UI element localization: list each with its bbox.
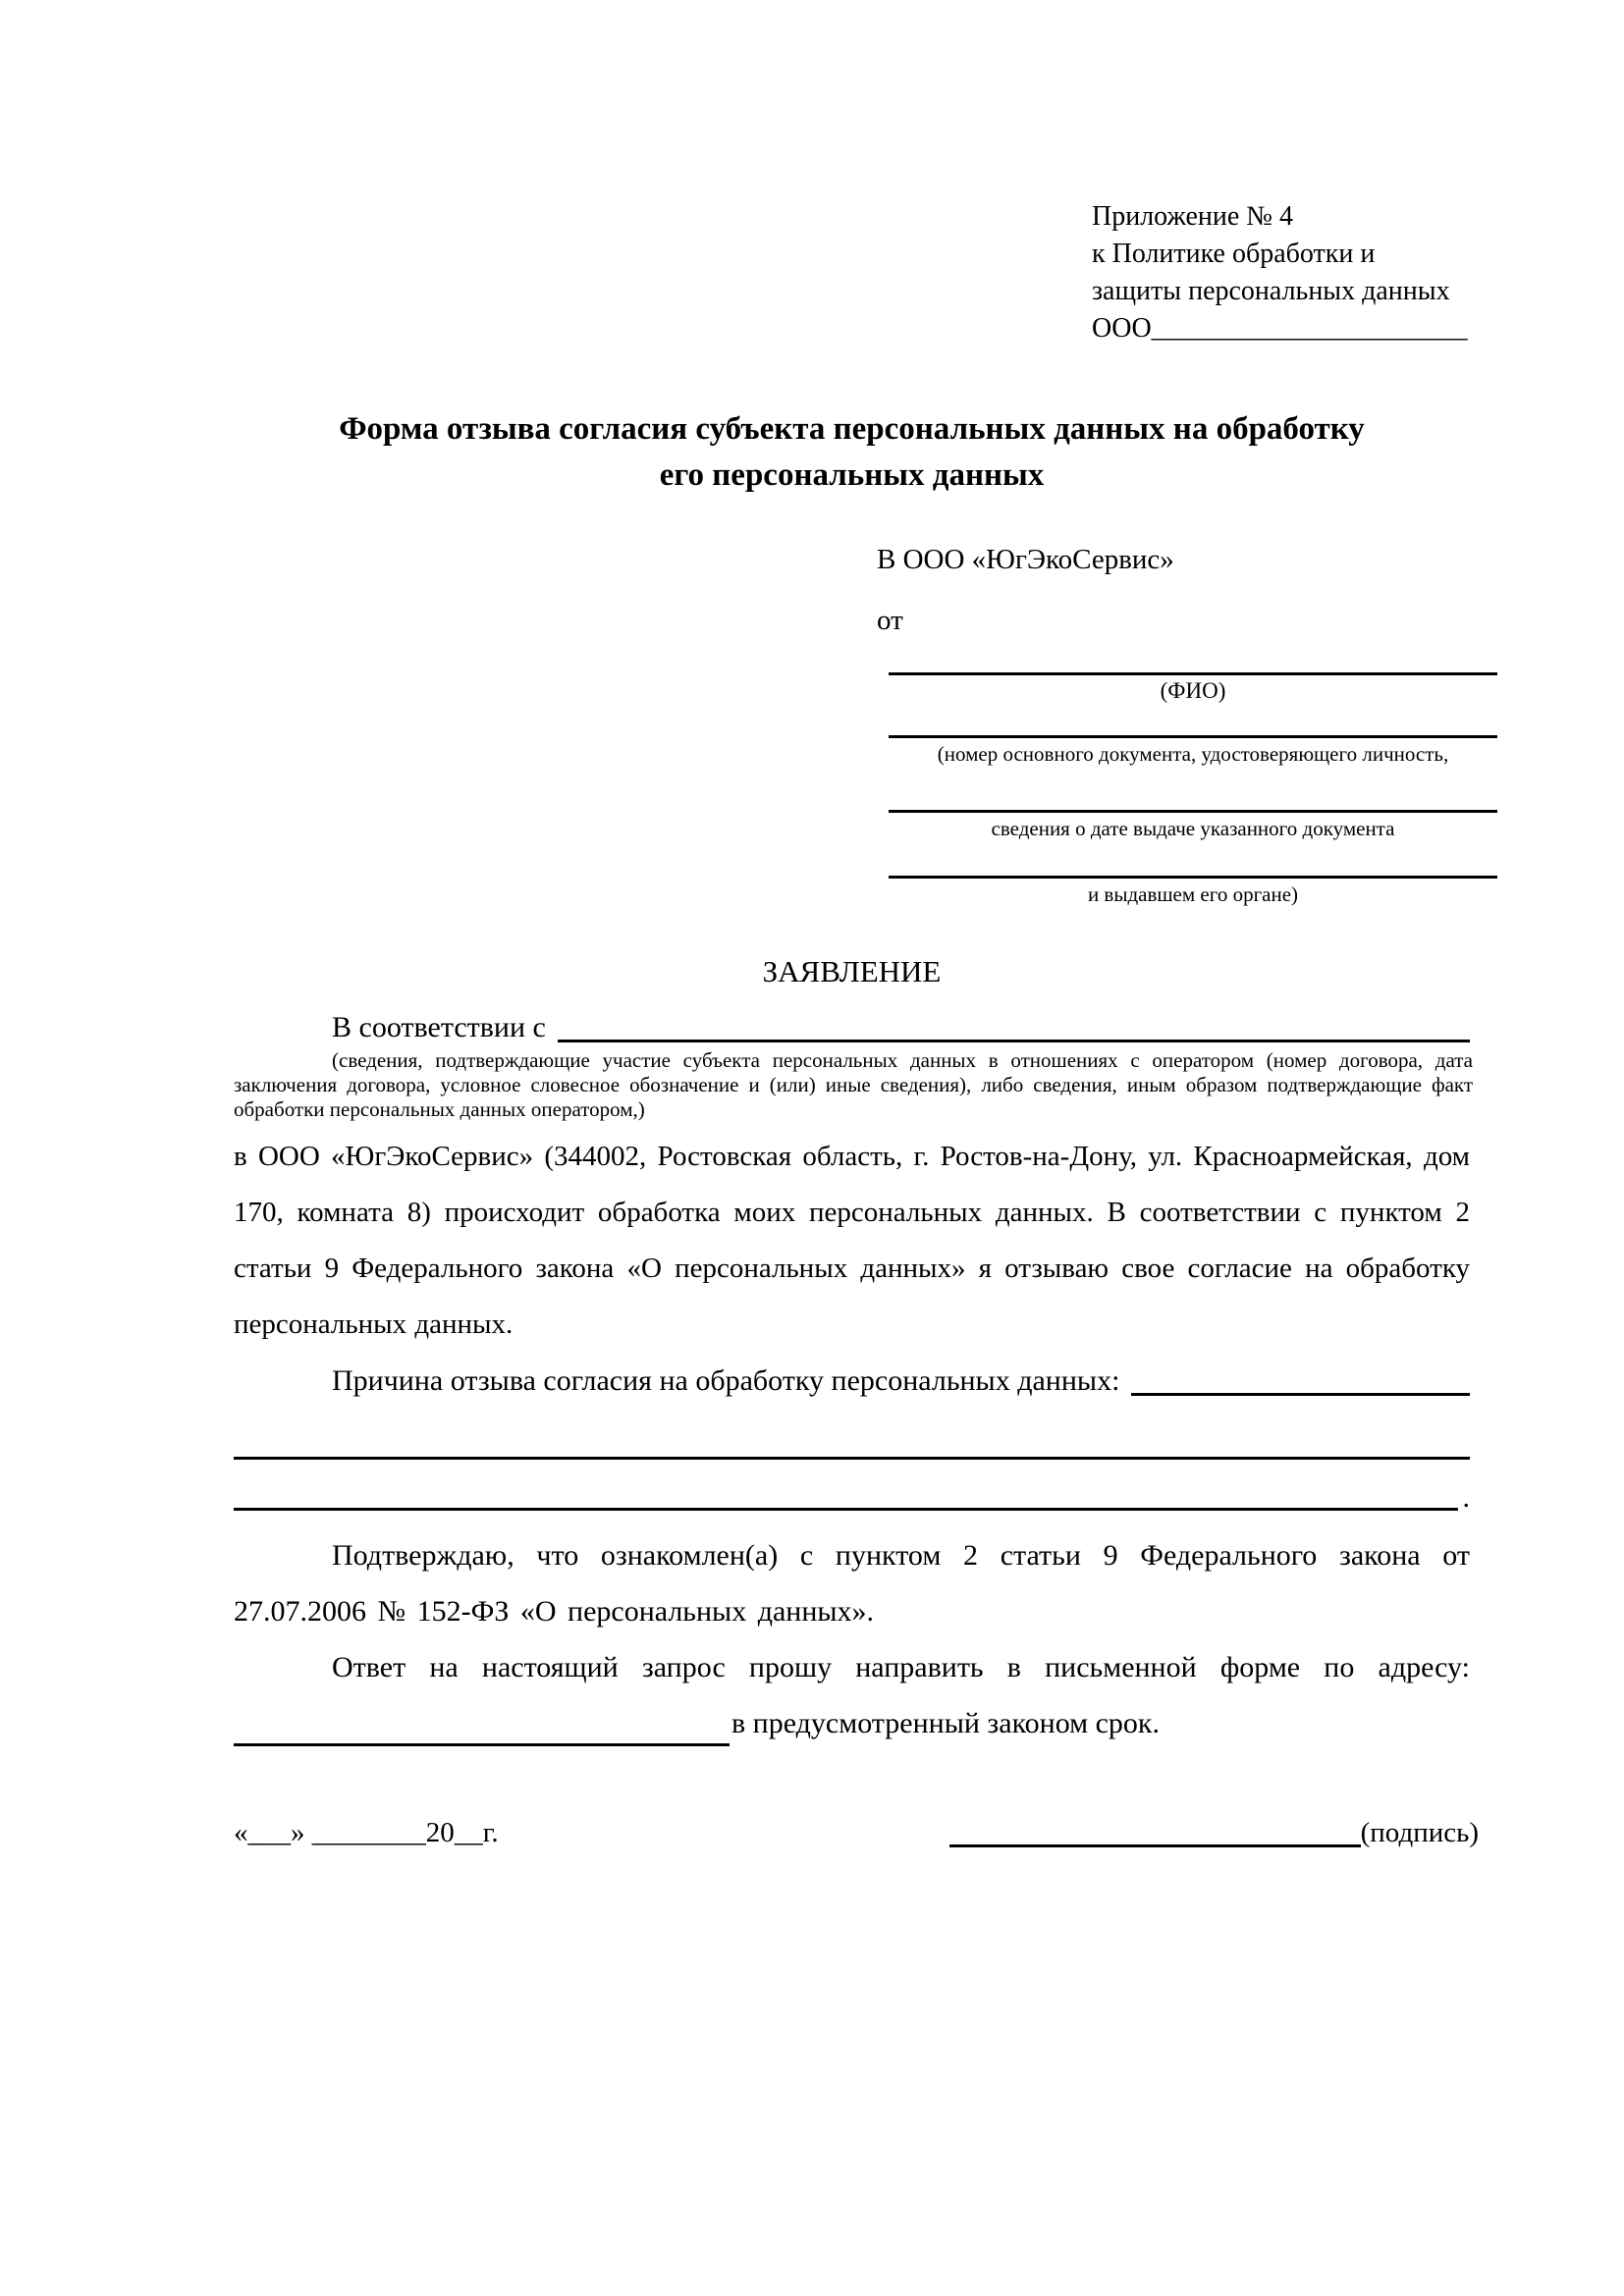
- statement-intro-label: В соответствии с: [332, 1011, 546, 1043]
- appendix-line: Приложение № 4: [1092, 201, 1293, 232]
- address-blank-line: [234, 1743, 730, 1746]
- addressee-to: В ООО «ЮгЭкоСервис»: [877, 544, 1174, 575]
- doc-date-blank-line: [889, 810, 1497, 813]
- page-title-line2: его персональных данных: [659, 457, 1045, 493]
- reason-blank-line-2: [234, 1508, 1458, 1511]
- statement-heading: ЗАЯВЛЕНИЕ: [762, 954, 942, 988]
- reason-row: [234, 1356, 1470, 1401]
- appendix-block: [1092, 198, 1494, 347]
- signature-group: [949, 1812, 1479, 1853]
- addressee-from-label: от: [877, 605, 903, 636]
- confirmation-paragraph: Подтверждаю, что ознакомлен(а) с пунктом 2 статьи 9 Федерального закона от 27.07.2006 № 152-ФЗ «О персональных данных».: [234, 1539, 1470, 1628]
- doc-number-blank-line: [889, 735, 1497, 738]
- doc-number-caption: (номер основного документа, удостоверяющего личность,: [937, 742, 1449, 766]
- fine-print-caption: (сведения, подтверждающие участие субъекта персональных данных в отношениях с оператором (номер договора, дата заключения договора, условное словесное обозначение и (или) иные сведения), либо сведения, иным образом подтверждающие факт обработки персональных данных оператором,): [234, 1048, 1473, 1121]
- reason-period: .: [1462, 1481, 1470, 1514]
- appendix-line: к Политике обработки и: [1092, 239, 1376, 269]
- appendix-ooo-blank: ООО_______________________: [1092, 313, 1468, 344]
- reason-section: [234, 1356, 1470, 1514]
- answer-section: [234, 1639, 1470, 1751]
- statement-intro-blank-line: [558, 1040, 1470, 1042]
- signature-blank-line: [949, 1844, 1361, 1847]
- fio-blank-line: [889, 672, 1497, 675]
- reason-blank-row-2: [234, 1460, 1470, 1514]
- doc-issuer-caption: и выдавшем его органе): [1087, 882, 1299, 906]
- page-title: [234, 406, 1470, 499]
- reason-label: Причина отзыва согласия на обработку персональных данных:: [332, 1364, 1120, 1397]
- doc-date-caption: сведения о дате выдаче указанного документа: [991, 817, 1395, 840]
- page-title-line1: Форма отзыва согласия субъекта персональных данных на обработку: [339, 411, 1365, 447]
- answer-intro: Ответ на настоящий запрос прошу направить в письменной форме по адресу:: [332, 1651, 1470, 1683]
- addressee-block: [877, 542, 1497, 934]
- statement-body-paragraph: в ООО «ЮгЭкоСервис» (344002, Ростовская область, г. Ростов-на-Дону, ул. Красноармейская, дом 170, комната 8) происходит обработка моих персональных данных. В соответствии с пунктом 2 статьи 9 Федерального закона «О персональных данных» я отзываю свое согласие на обработку персональных данных.: [234, 1141, 1470, 1340]
- answer-tail: в предусмотренный законом срок.: [731, 1707, 1160, 1739]
- signature-caption: (подпись): [1360, 1817, 1479, 1848]
- date-blank-line: «___» ________20__г.: [234, 1817, 499, 1848]
- appendix-line: защиты персональных данных: [1092, 276, 1450, 306]
- fio-caption: (ФИО): [1160, 678, 1226, 703]
- statement-intro-row: [234, 1007, 1470, 1048]
- date-signature-row: [234, 1812, 1479, 1853]
- reason-blank-line-inline: [1131, 1393, 1470, 1396]
- answer-address-row: [234, 1695, 1470, 1751]
- doc-issuer-blank-line: [889, 876, 1497, 879]
